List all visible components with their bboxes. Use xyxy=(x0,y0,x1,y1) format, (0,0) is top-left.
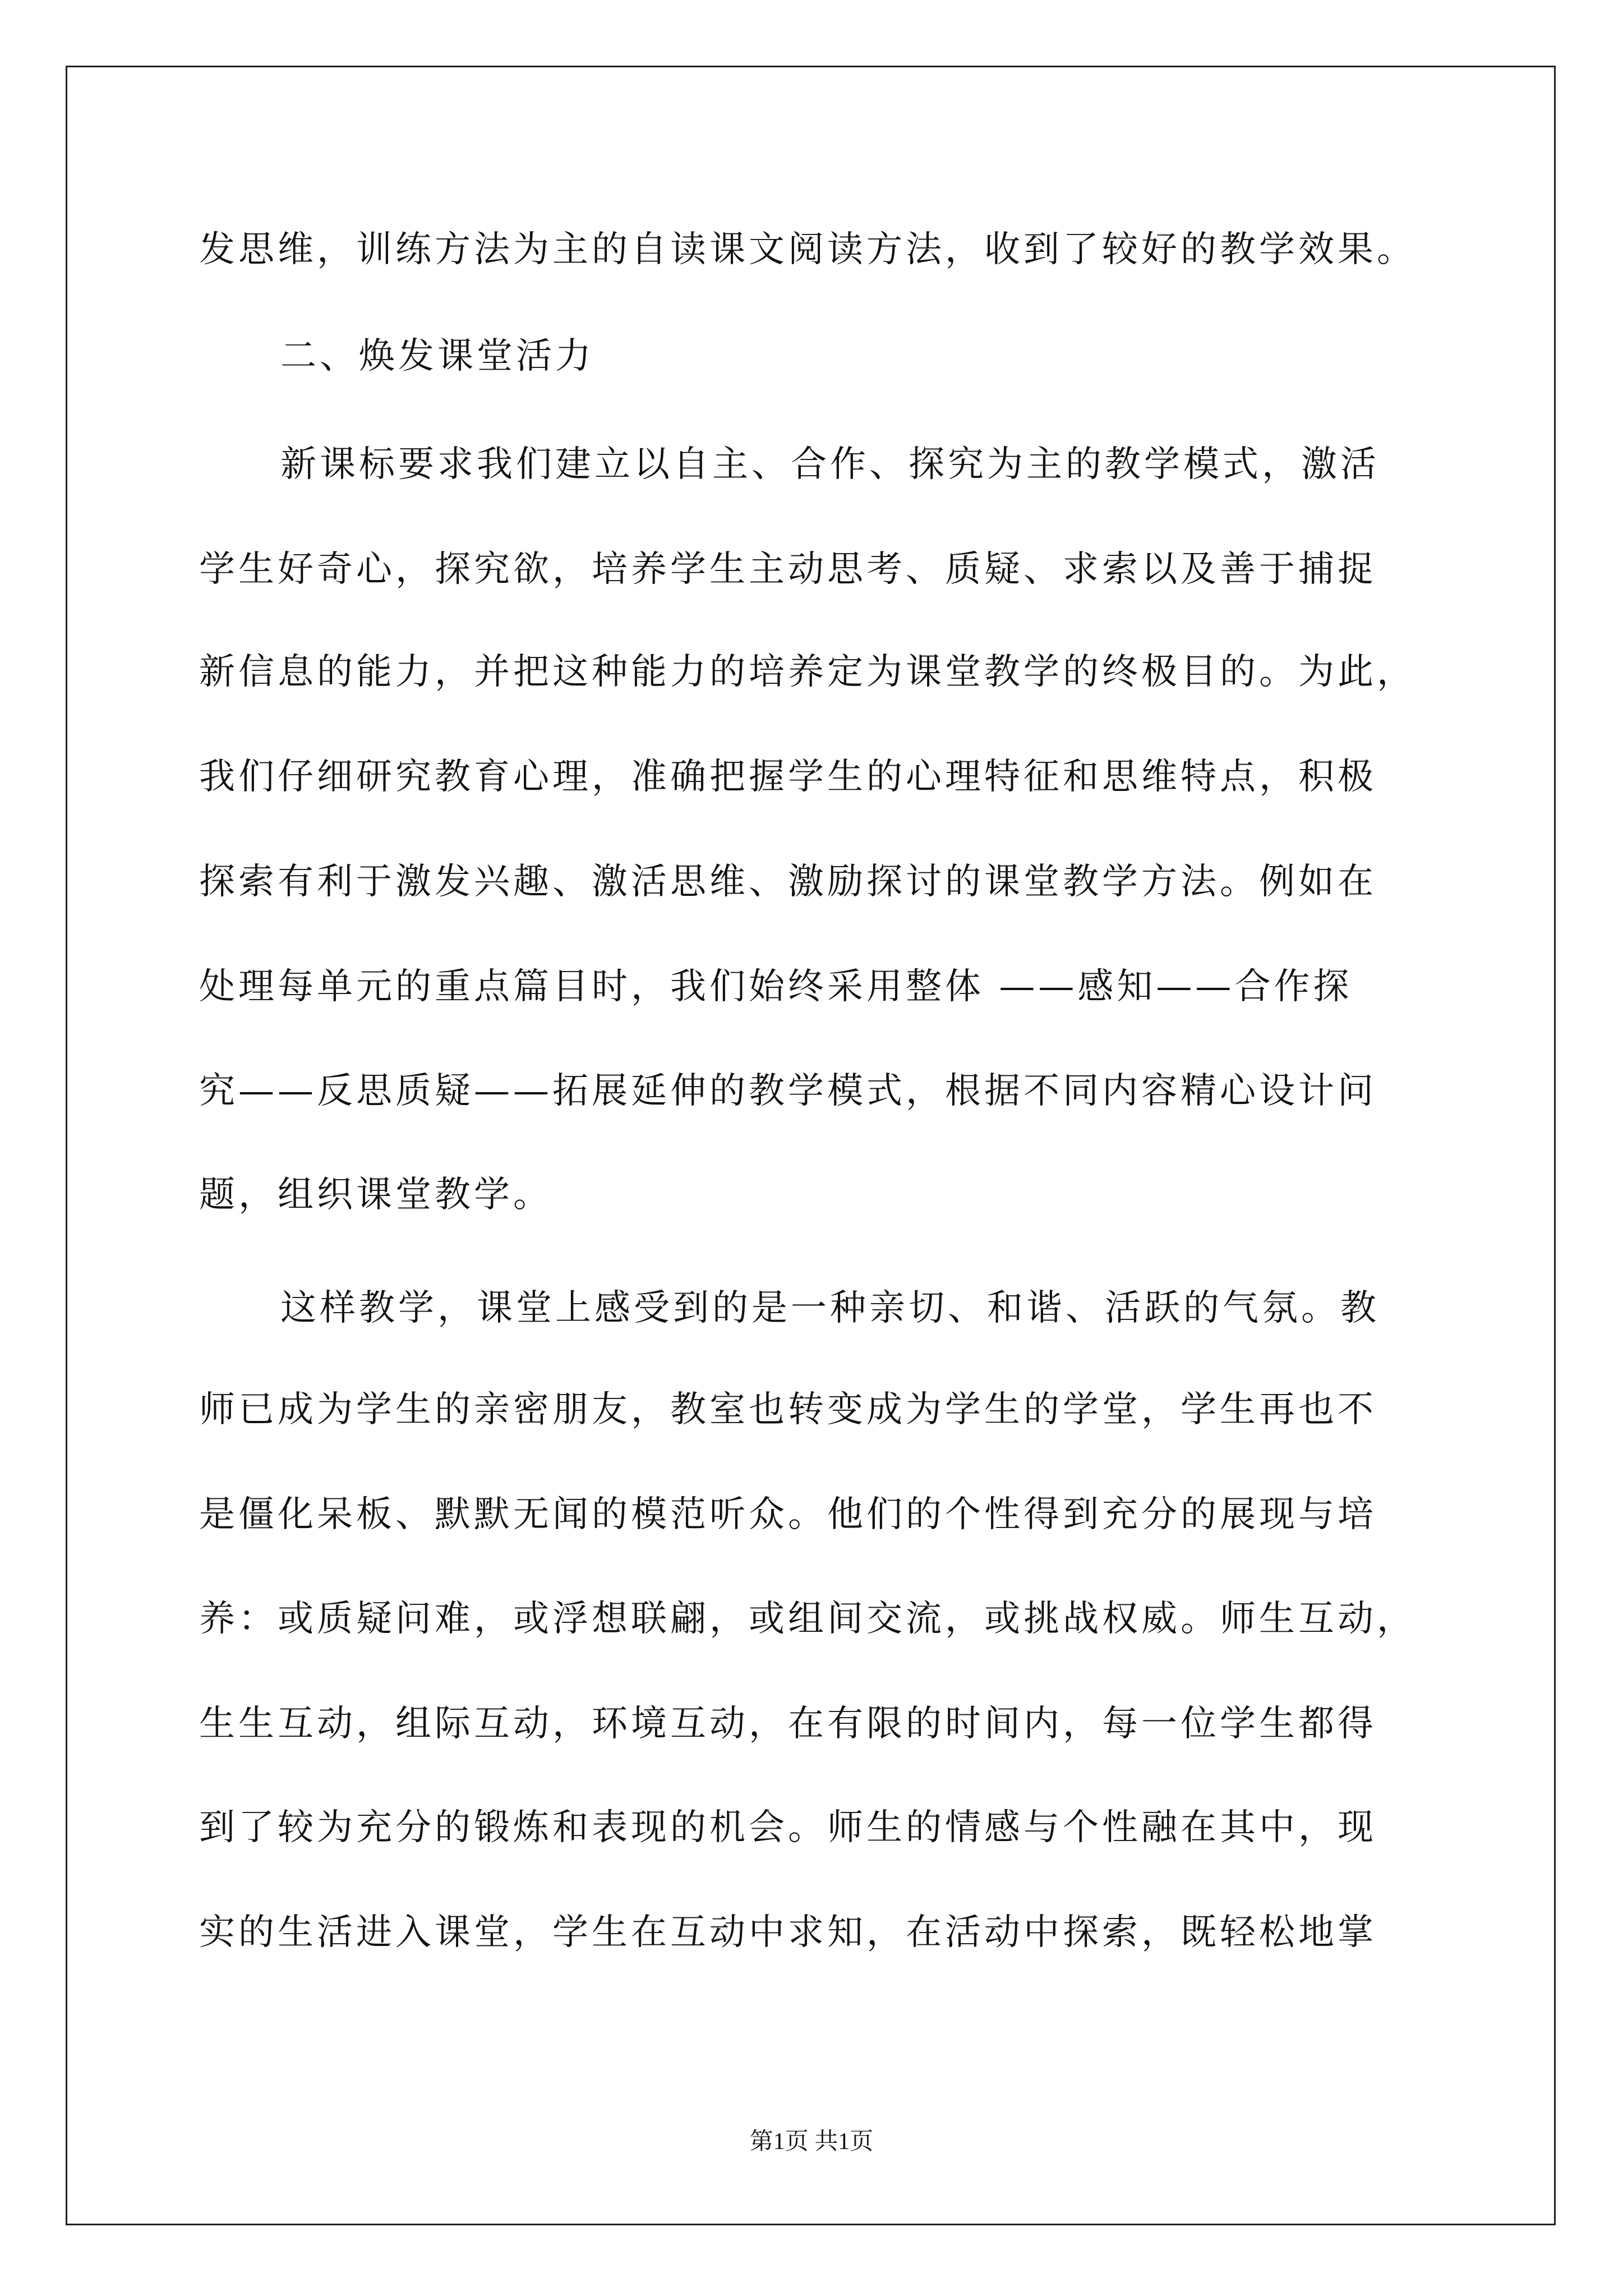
text-line-17: 实的生活进入课堂，学生在互动中求知，在活动中探索，既轻松地掌 xyxy=(199,1912,1377,1953)
text-line-7: 探索有利于激发兴趣、激活思维、激励探讨的课堂教学方法。例如在 xyxy=(199,861,1377,903)
text-line-6: 我们仔细研究教育心理，准确把握学生的心理特征和思维特点，积极 xyxy=(199,756,1377,798)
page-border xyxy=(66,66,1556,2225)
text-line-12: 师已成为学生的亲密朋友，教室也转变成为学生的学堂，学生再也不 xyxy=(199,1389,1377,1430)
text-line-16: 到了较为充分的锻炼和表现的机会。师生的情感与个性融在其中，现 xyxy=(199,1807,1377,1848)
text-line-9: 究——反思质疑——拓展延伸的教学模式，根据不同内容精心设计问 xyxy=(199,1070,1377,1112)
text-line-10: 题，组织课堂教学。 xyxy=(199,1174,552,1216)
text-line-14: 养：或质疑问难，或浮想联翩，或组间交流，或挑战权威。师生互动， xyxy=(199,1598,1416,1640)
text-line-1: 发思维，训练方法为主的自读课文阅读方法，收到了较好的教学效果。 xyxy=(199,229,1416,270)
text-line-13: 是僵化呆板、默默无闻的模范听众。他们的个性得到充分的展现与培 xyxy=(199,1494,1377,1535)
text-line-3: 新课标要求我们建立以自主、合作、探究为主的教学模式，激活 xyxy=(280,444,1380,485)
text-line-11: 这样教学，课堂上感受到的是一种亲切、和谐、活跃的气氛。教 xyxy=(280,1287,1380,1329)
section-heading: 二、焕发课堂活力 xyxy=(280,335,594,377)
page-footer: 第1页 共1页 xyxy=(749,2129,874,2155)
text-line-8: 处理每单元的重点篇目时，我们始终采用整体 ——感知——合作探 xyxy=(199,966,1353,1007)
text-line-4: 学生好奇心，探究欲，培养学生主动思考、质疑、求索以及善于捕捉 xyxy=(199,549,1377,590)
text-line-5: 新信息的能力，并把这种能力的培养定为课堂教学的终极目的。为此， xyxy=(199,651,1416,693)
text-line-15: 生生互动，组际互动，环境互动，在有限的时间内，每一位学生都得 xyxy=(199,1703,1377,1745)
